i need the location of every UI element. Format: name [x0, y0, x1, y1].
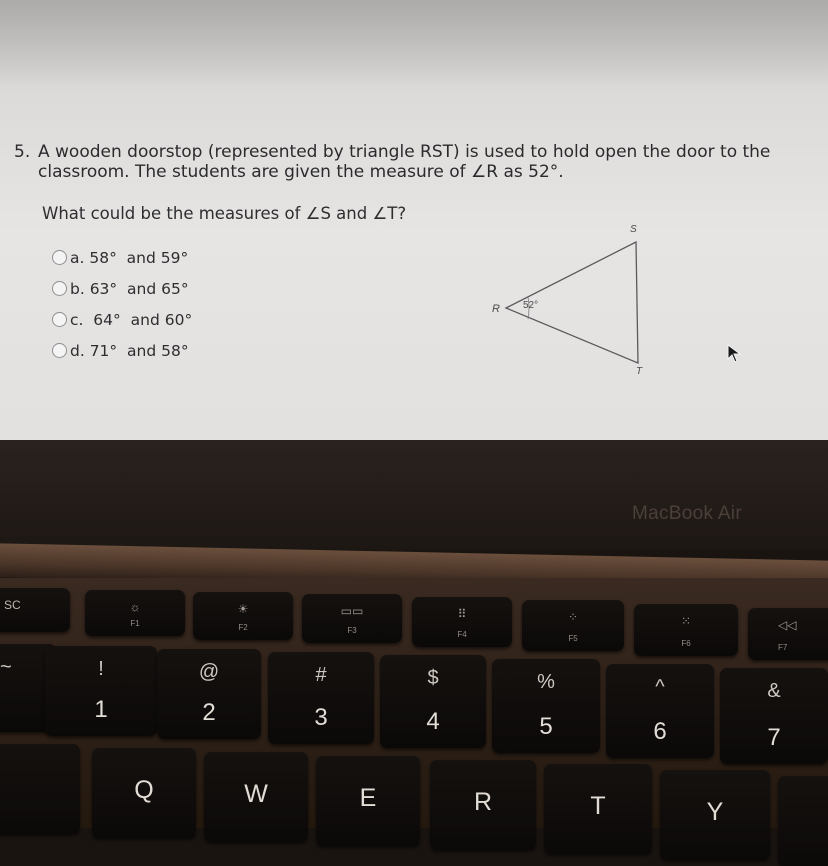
radio-button[interactable] — [52, 343, 67, 358]
laptop-bezel — [0, 440, 828, 550]
key-symbol: # — [315, 664, 327, 686]
key-1[interactable] — [45, 646, 157, 736]
key-symbol: ^ — [655, 676, 665, 698]
option-label: c. 64° and 60° — [70, 310, 193, 329]
key-w[interactable] — [204, 752, 308, 842]
keyboard-light-down-icon: ⁘ — [567, 610, 579, 624]
key-y[interactable] — [660, 770, 770, 860]
radio-button[interactable] — [52, 312, 67, 327]
option-label: a. 58° and 59° — [70, 248, 189, 267]
keyboard-light-up-icon: ⁙ — [680, 614, 692, 628]
key-number: 7 — [767, 724, 781, 751]
key-f7[interactable] — [748, 608, 828, 660]
key-q[interactable] — [92, 748, 196, 838]
key-3[interactable] — [268, 652, 374, 744]
key-label: F5 — [568, 634, 578, 643]
key-4[interactable] — [380, 655, 486, 748]
key-symbol: & — [767, 680, 781, 702]
rewind-icon: ◁◁ — [778, 618, 797, 632]
triangle-figure — [470, 216, 670, 376]
launchpad-icon: ⠿ — [457, 607, 467, 621]
key-6[interactable] — [606, 664, 714, 758]
key-letter: E — [359, 784, 377, 812]
key-letter: T — [590, 792, 606, 820]
question-number: 5. — [14, 142, 31, 162]
brightness-down-icon: ☼ — [129, 600, 141, 614]
key-f2[interactable] — [193, 592, 293, 640]
key-label: F2 — [238, 623, 248, 632]
key-symbol: $ — [427, 667, 439, 689]
key-f5[interactable] — [522, 600, 624, 651]
key-label: F4 — [457, 630, 467, 639]
key-number: 6 — [653, 718, 667, 745]
key-letter: R — [473, 788, 493, 816]
option-a[interactable] — [52, 242, 192, 273]
key-number: 4 — [426, 708, 440, 735]
angle-r-label: 52° — [523, 300, 539, 311]
vertex-t-label: T — [636, 366, 643, 376]
brand-label: MacBook Air — [632, 503, 742, 524]
vertex-s-label: S — [630, 224, 637, 235]
key-number: 1 — [94, 696, 108, 723]
key-f6[interactable] — [634, 604, 738, 656]
key-label: F1 — [130, 619, 140, 628]
key-letter: Q — [134, 776, 154, 804]
answer-options — [52, 242, 192, 366]
key-label: F3 — [347, 626, 357, 635]
option-d[interactable] — [52, 335, 192, 366]
key-symbol: @ — [198, 661, 220, 683]
key-u[interactable] — [778, 776, 828, 866]
radio-button[interactable] — [52, 250, 67, 265]
key-7[interactable] — [720, 668, 828, 764]
key-number: 5 — [539, 713, 553, 740]
key-f4[interactable] — [412, 597, 512, 647]
key-5[interactable] — [492, 659, 600, 753]
key-label: F6 — [681, 639, 691, 648]
mouse-pointer-icon — [727, 344, 743, 364]
key-f3[interactable] — [302, 594, 402, 643]
key-number: 3 — [314, 704, 328, 731]
radio-button[interactable] — [52, 281, 67, 296]
question-prompt: What could be the measures of ∠S and ∠T? — [42, 204, 407, 223]
option-label: b. 63° and 65° — [70, 279, 189, 298]
option-c[interactable] — [52, 304, 192, 335]
option-label: d. 71° and 58° — [70, 341, 189, 360]
key-label: SC — [4, 598, 21, 612]
mission-control-icon: ▭▭ — [340, 604, 364, 618]
key-symbol: ! — [98, 658, 104, 680]
key-letter: W — [244, 780, 268, 808]
key-escape[interactable] — [0, 588, 70, 632]
key-number: 2 — [202, 699, 216, 726]
question-body: A wooden doorstop (represented by triangle RST) is used to hold open the door to the classroom. The students are given the measure of ∠R as 52°. — [38, 142, 771, 182]
key-symbol: % — [537, 671, 555, 693]
key-label: F7 — [778, 643, 788, 652]
option-b[interactable] — [52, 273, 192, 304]
brightness-up-icon: ☀ — [237, 602, 249, 616]
key-symbol: ~ — [0, 656, 12, 678]
key-letter: Y — [706, 798, 724, 826]
key-e[interactable] — [316, 756, 420, 846]
key-r[interactable] — [430, 760, 536, 850]
vertex-r-label: R — [492, 303, 500, 315]
key-tab[interactable] — [0, 744, 80, 834]
key-2[interactable] — [157, 649, 261, 739]
key-f1[interactable] — [85, 590, 185, 636]
key-t[interactable] — [544, 764, 652, 854]
